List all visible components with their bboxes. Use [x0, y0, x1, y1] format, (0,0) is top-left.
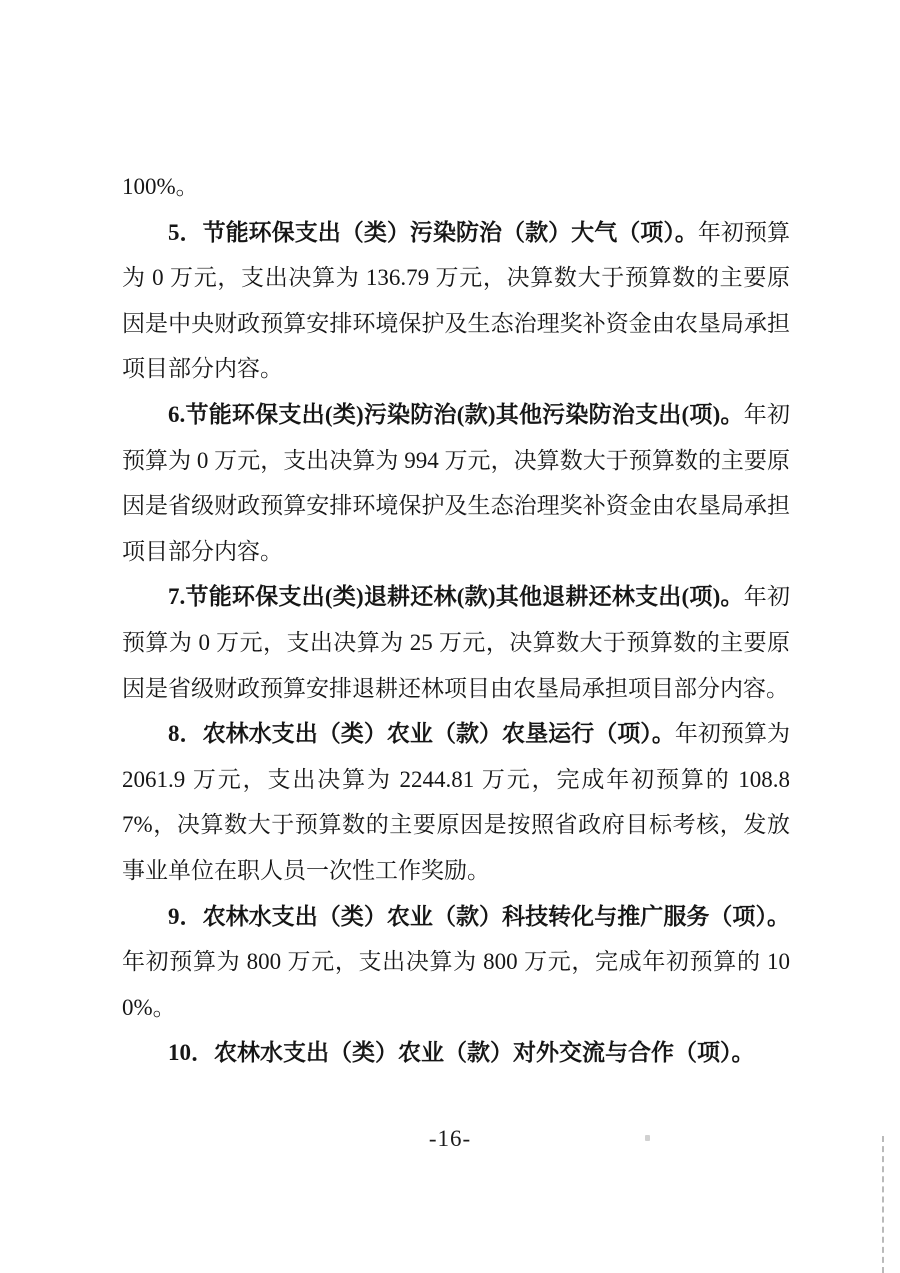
paragraph-continuation — [122, 164, 790, 210]
budget-item-8-body: 年初预算为 2061.9 万元，支出决算为 2244.81 万元，完成年初预算的 108.87%，决算数大于预算数的主要原因是按照省政府目标考核，发放事业单位在职人员一次性工作奖励。 — [122, 721, 791, 883]
scan-artifact-dashed-line — [882, 1136, 884, 1273]
budget-item-8-heading: 8．农林水支出（类）农业（款）农垦运行（项）。 — [168, 721, 675, 747]
budget-item-10-heading: 10．农林水支出（类）农业（款）对外交流与合作（项）。 — [168, 1040, 755, 1066]
budget-item-5-paragraph — [122, 210, 790, 392]
budget-item-8-paragraph — [122, 711, 790, 893]
budget-item-6-paragraph — [122, 392, 790, 574]
document-body-text — [122, 164, 790, 1076]
page-number: -16- — [428, 1126, 472, 1151]
budget-item-9-body: 年初预算为 800 万元，支出决算为 800 万元，完成年初预算的 100%。 — [122, 949, 790, 1020]
budget-item-7-body: 年初预算为 0 万元，支出决算为 25 万元，决算数大于预算数的主要原因是省级财政预算安排退耕还林项目由农垦局承担项目部分内容。 — [122, 584, 790, 701]
budget-item-6-heading: 6.节能环保支出(类)污染防治(款)其他污染防治支出(项)。 — [168, 401, 744, 427]
budget-item-7-heading: 7.节能环保支出(类)退耕还林(款)其他退耕还林支出(项)。 — [168, 584, 744, 610]
budget-item-9-heading: 9．农林水支出（类）农业（款）科技转化与推广服务（项）。 — [168, 903, 790, 929]
scan-artifact-speck — [645, 1135, 650, 1141]
budget-item-7-paragraph — [122, 574, 790, 711]
budget-item-5-heading: 5．节能环保支出（类）污染防治（款）大气（项）。 — [168, 219, 698, 245]
paragraph-body: 100%。 — [122, 174, 199, 199]
budget-item-5-body: 年初预算为 0 万元，支出决算为 136.79 万元，决算数大于预算数的主要原因是中央财政预算安排环境保护及生态治理奖补资金由农垦局承担项目部分内容。 — [122, 219, 791, 382]
budget-item-10-paragraph — [122, 1030, 790, 1076]
budget-item-6-body: 年初预算为 0 万元，支出决算为 994 万元，决算数大于预算数的主要原因是省级财政预算安排环境保护及生态治理奖补资金由农垦局承担项目部分内容。 — [122, 401, 790, 564]
budget-item-9-paragraph — [122, 894, 790, 1031]
